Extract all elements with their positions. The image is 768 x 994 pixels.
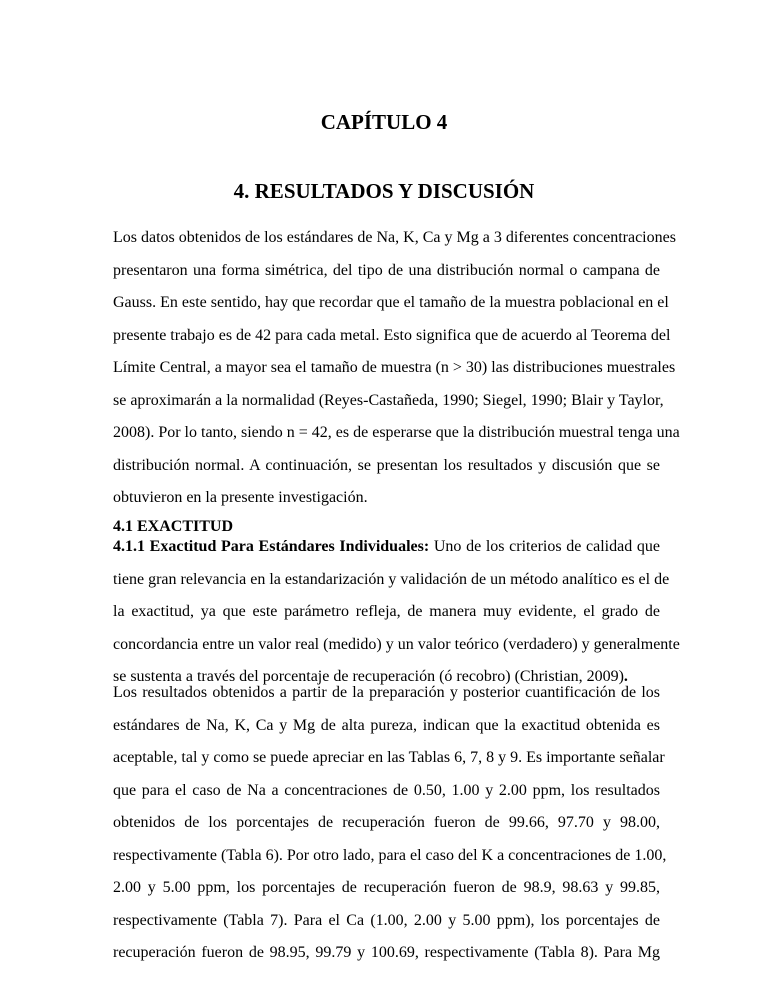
intro-line: presentaron una forma simétrica, del tipo de una distribución normal o campana de <box>113 261 660 279</box>
results-line: Los resultados obtenidos a partir de la preparación y posterior cuantificación de los <box>113 684 660 701</box>
exactitud-first-line-rest: Uno de los criterios de calidad que <box>429 538 660 555</box>
intro-line: Gauss. En este sentido, hay que recordar que el tamaño de la muestra poblacional en el <box>113 294 669 311</box>
exactitud-paragraph <box>113 531 680 694</box>
exactitud-line: la exactitud, ya que este parámetro refleja, de manera muy evidente, el grado de <box>113 603 660 620</box>
intro-line: 2008). Por lo tanto, siendo n = 42, es de esperarse que la distribución muestral tenga una <box>113 424 680 441</box>
intro-line: obtuvieron en la presente investigación. <box>113 489 368 506</box>
results-line: respectivamente (Tabla 6). Por otro lado, para el caso del K a concentraciones de 1.00, <box>113 846 667 864</box>
intro-line: Los datos obtenidos de los estándares de Na, K, Ca y Mg a 3 diferentes concentraciones <box>113 229 676 246</box>
results-line: obtenidos de los porcentajes de recuperación fueron de 99.66, 97.70 y 98.00, <box>113 814 660 831</box>
intro-line: presente trabajo es de 42 para cada metal. Esto significa que de acuerdo al Teorema del <box>113 326 671 344</box>
section-title: 4. RESULTADOS Y DISCUSIÓN <box>233 179 535 203</box>
exactitud-line: concordancia entre un valor real (medido) y un valor teórico (verdadero) y generalmente <box>113 635 680 653</box>
intro-paragraph <box>113 222 680 515</box>
results-paragraph <box>113 677 667 970</box>
intro-line: se aproximarán a la normalidad (Reyes-Castañeda, 1990; Siegel, 1990; Blair y Taylor, <box>113 391 664 409</box>
exactitud-period: . <box>623 668 628 685</box>
subsection-heading: 4.1 EXACTITUD <box>113 518 234 535</box>
exactitud-line: tiene gran relevancia en la estandarización y validación de un método analítico es el de <box>113 570 670 588</box>
results-line: aceptable, tal y como se puede apreciar en las Tablas 6, 7, 8 y 9. Es importante señalar <box>113 749 665 766</box>
results-line: 2.00 y 5.00 ppm, los porcentajes de recuperación fueron de 98.9, 98.63 y 99.85, <box>113 879 660 896</box>
exactitud-first-line <box>113 531 660 564</box>
intro-line: Límite Central, a mayor sea el tamaño de muestra (n > 30) las distribuciones muestrales <box>113 359 676 376</box>
sub-heading: 4.1.1 Exactitud Para Estándares Individuales: <box>113 538 430 555</box>
results-line: estándares de Na, K, Ca y Mg de alta pureza, indican que la exactitud obtenida es <box>113 716 660 734</box>
results-line: que para el caso de Na a concentraciones de 0.50, 1.00 y 2.00 ppm, los resultados <box>113 781 660 799</box>
exactitud-last-line-text: se sustenta a través del porcentaje de recuperación (ó recobro) (Christian, 2009) <box>113 668 624 685</box>
intro-line: distribución normal. A continuación, se presentan los resultados y discusión que se <box>113 456 660 474</box>
results-line: recuperación fueron de 98.95, 99.79 y 100.69, respectivamente (Tabla 8). Para Mg <box>113 944 660 961</box>
results-line: respectivamente (Tabla 7). Para el Ca (1.00, 2.00 y 5.00 ppm), los porcentajes de <box>113 911 660 929</box>
chapter-title: CAPÍTULO 4 <box>320 110 448 134</box>
